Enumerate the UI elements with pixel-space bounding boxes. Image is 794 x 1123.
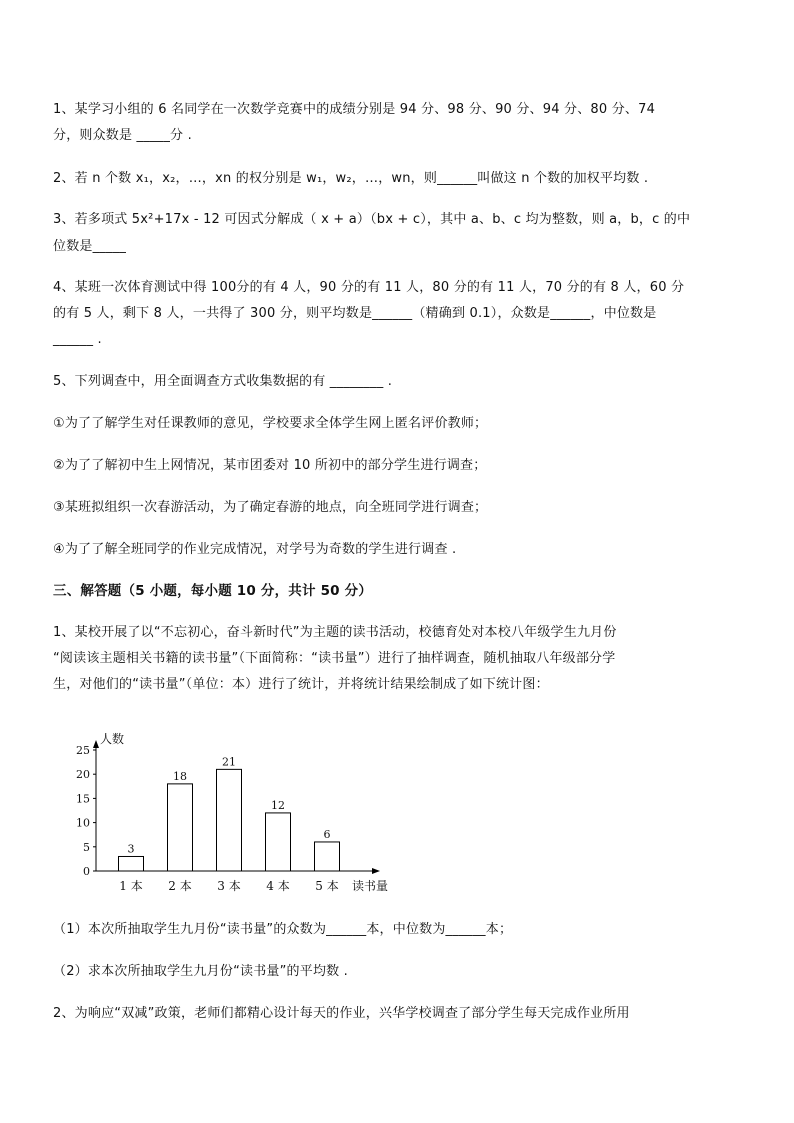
- p1-line-3: 生，对他们的“读书量”（单位：本）进行了统计，并将统计结果绘制成了如下统计图：: [53, 677, 549, 692]
- p1-subq-2: （2）求本次所抽取学生九月份“读书量”的平均数 .: [53, 964, 349, 979]
- bar: [168, 784, 193, 871]
- bar: [266, 813, 291, 871]
- bar-data-label: 3: [127, 842, 135, 856]
- q4-line-3: ______ .: [53, 332, 102, 347]
- y-tick-label: 0: [83, 865, 90, 878]
- q5-option-1: ①为了了解学生对任课教师的意见，学校要求全体学生网上匿名评价教师；: [53, 416, 488, 431]
- section-heading: 三、解答题（5 小题，每小题 10 分，共计 50 分）: [53, 583, 373, 599]
- x-tick-label: 5 本: [315, 879, 339, 893]
- bar-chart: [58, 718, 403, 896]
- x-axis-label: 读书量: [352, 879, 389, 893]
- q1-line-2: 分，则众数是 _____分 .: [53, 128, 192, 143]
- y-tick-label: 10: [76, 816, 90, 830]
- q3-line-1: 3、若多项式 5x²+17x - 12 可因式分解成（ x + a）（bx + c），其中 a、b、c 均为整数，则 a，b，c 的中: [53, 212, 691, 227]
- q1-line-1: 1、某学习小组的 6 名同学在一次数学竞赛中的成绩分别是 94 分、98 分、90 分、94 分、80 分、74: [53, 102, 656, 117]
- p1-line-2: “阅读该主题相关书籍的读书量”（下面简称：“读书量”）进行了抽样调查，随机抽取八年级部分学: [53, 651, 616, 666]
- q4-line-1: 4、某班一次体育测试中得 100分的有 4 人，90 分的有 11 人，80 分的有 11 人，70 分的有 8 人，60 分: [53, 280, 685, 295]
- x-tick-label: 1 本: [119, 879, 143, 893]
- q4-line-2: 的有 5 人，剩下 8 人，一共得了 300 分，则平均数是______（精确到 0.1），众数是______，中位数是: [53, 306, 657, 321]
- y-axis-arrow: [93, 740, 99, 748]
- bar-data-label: 21: [222, 755, 236, 769]
- p1-subq-1: （1）本次所抽取学生九月份“读书量”的众数为______本，中位数为______本；: [53, 922, 513, 937]
- bar: [119, 856, 144, 871]
- x-tick-label: 3 本: [217, 879, 241, 893]
- y-tick-label: 25: [76, 744, 90, 757]
- q5-option-3: ③某班拟组织一次春游活动，为了确定春游的地点，向全班同学进行调查；: [53, 500, 488, 515]
- q2-line-1: 2、若 n 个数 x₁，x₂，…，xn 的权分别是 w₁，w₂，…，wn，则______叫做这 n 个数的加权平均数 .: [53, 171, 649, 186]
- bar-data-label: 12: [271, 798, 285, 812]
- p1-line-1: 1、某校开展了以“不忘初心，奋斗新时代”为主题的读书活动，校德育处对本校八年级学生九月份: [53, 625, 617, 640]
- bar-data-label: 18: [173, 769, 187, 783]
- q3-line-2: 位数是_____: [53, 239, 127, 254]
- p2-line-1: 2、为响应“双减”政策，老师们都精心设计每天的作业，兴华学校调查了部分学生每天完成作业所用: [53, 1006, 630, 1021]
- y-tick-label: 15: [76, 792, 90, 806]
- bar: [217, 769, 242, 871]
- q5-option-4: ④为了了解全班同学的作业完成情况，对学号为奇数的学生进行调查 .: [53, 542, 457, 557]
- x-axis-arrow: [372, 868, 380, 874]
- bar-data-label: 6: [323, 827, 331, 841]
- q5-line-1: 5、下列调查中，用全面调查方式收集数据的有 ________ .: [53, 374, 393, 389]
- bar: [315, 842, 340, 871]
- y-axis-label: 人数: [100, 732, 125, 746]
- x-tick-label: 4 本: [266, 879, 290, 893]
- y-tick-label: 5: [83, 840, 90, 854]
- q5-option-2: ②为了了解初中生上网情况，某市团委对 10 所初中的部分学生进行调查；: [53, 458, 487, 473]
- y-tick-label: 20: [76, 768, 90, 782]
- x-tick-label: 2 本: [168, 879, 192, 893]
